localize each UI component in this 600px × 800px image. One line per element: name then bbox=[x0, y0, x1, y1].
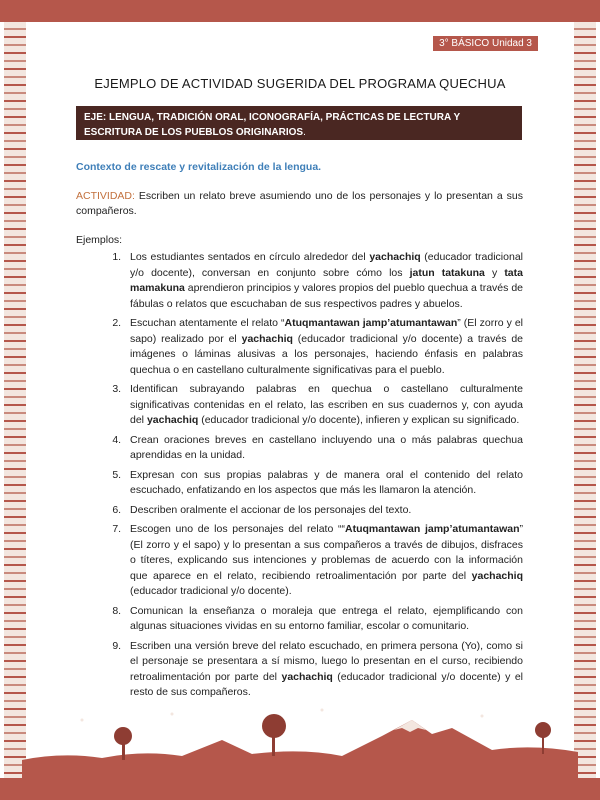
bottom-decorative-band bbox=[0, 778, 600, 800]
quechua-term: jatun tatakuna bbox=[409, 266, 485, 279]
example-text: Comunican la enseñanza o moraleja que entrega el relato, ejemplificando con algunas situaciones vividas en su entorno familiar, escolar o comunitario. bbox=[130, 604, 523, 632]
quechua-term: yachachiq bbox=[146, 414, 199, 426]
example-text: Expresan con sus propias palabras y de manera oral el contenido del relato escuchado, enfatizando en los aspectos que más les llamaron la atención. bbox=[130, 468, 523, 496]
example-item bbox=[124, 522, 523, 600]
activity-label: ACTIVIDAD: bbox=[76, 189, 135, 202]
quechua-term: yachachiq bbox=[369, 251, 421, 263]
example-text: Identifican subrayando palabras en quechua o castellano culturalmente significativas contenidas en el relato, las escriben en sus cuadernos y, con ayuda del bbox=[130, 383, 523, 426]
example-text: Crean oraciones breves en castellano incluyendo una o más palabras quechua aprendidas en la unidad. bbox=[130, 433, 523, 461]
example-text: (educador tradicional y/o docente), conversan en conjunto sobre cómo los bbox=[130, 251, 523, 279]
eje-suffix: . bbox=[303, 127, 306, 138]
quechua-term: Atuqmantawan jamp’atumantawan bbox=[345, 523, 520, 535]
example-text: y bbox=[484, 266, 505, 279]
example-text: Describen oralmente el accionar de los personajes del texto. bbox=[130, 503, 412, 516]
landscape-illustration bbox=[22, 700, 578, 778]
example-text: aprendieron principios y valores propios del pueblo quechua a través de fábulas o relatos que escuchaban de sus respectivos padres y abuelos. bbox=[130, 282, 523, 310]
example-item bbox=[124, 468, 523, 499]
quechua-term: yachachiq bbox=[281, 670, 333, 683]
example-text: Escogen uno de los personajes del relato ““ bbox=[130, 523, 346, 535]
examples-label: Ejemplos: bbox=[76, 233, 123, 246]
context-heading: Contexto de rescate y revitalización de la lengua. bbox=[76, 161, 322, 173]
example-text: (educador tradicional y/o docente) a través de imágenes o láminas alusivas a los personajes, haciendo énfasis en palabras quechua o en castellano culturalmente significativas para el pueblo. bbox=[130, 332, 523, 376]
example-item bbox=[124, 604, 523, 635]
examples-list bbox=[76, 250, 523, 701]
activity-text: Escriben un relato breve asumiendo uno de los personajes y lo presentan a sus compañeros. bbox=[76, 189, 523, 217]
activity-content bbox=[76, 160, 523, 705]
quechua-term: tata mamakuna bbox=[130, 266, 523, 294]
example-item bbox=[124, 639, 523, 701]
example-text: ” (El zorro y el sapo) y lo presentan a sus compañeros a través de dibujos, disfraces o títeres, explicando sus intenciones y problemas de acuerdo con la información que aparece en el relato, recibiendo retroalimentación por parte del bbox=[130, 523, 523, 582]
page-title: EJEMPLO DE ACTIVIDAD SUGERIDA DEL PROGRAMA QUECHUA bbox=[94, 76, 506, 91]
example-item bbox=[124, 382, 523, 429]
activity-paragraph bbox=[76, 189, 523, 220]
quechua-term: yachachiq bbox=[471, 569, 523, 582]
example-item bbox=[124, 433, 523, 464]
quechua-term: yachachiq bbox=[241, 332, 293, 345]
quechua-term: Atuqmantawan jamp’atumantawan bbox=[284, 317, 458, 329]
top-decorative-band bbox=[0, 0, 600, 22]
example-text: (educador tradicional y/o docente). bbox=[130, 585, 292, 597]
example-text: (educador tradicional y/o docente), infieren y explican su significado. bbox=[198, 414, 520, 426]
example-text: Escriben una versión breve del relato escuchado, en primera persona (Yo), como si el personaje se presentara a sí mismo, luego lo presentan en el curso, recibiendo retroalimentación por parte del bbox=[130, 639, 523, 683]
example-text: Los estudiantes sentados en círculo alrededor del bbox=[130, 251, 370, 263]
example-text: Escuchan atentamente el relato “ bbox=[130, 317, 285, 329]
unit-tab: 3° BÁSICO Unidad 3 bbox=[433, 36, 538, 51]
example-item bbox=[124, 316, 523, 378]
example-item bbox=[124, 503, 523, 519]
left-woven-border bbox=[4, 22, 26, 778]
eje-text: EJE: LENGUA, TRADICIÓN ORAL, ICONOGRAFÍA, PRÁCTICAS DE LECTURA Y ESCRITURA DE LOS PUEBLOS ORIGINARIOS bbox=[84, 112, 460, 138]
example-text: (educador tradicional y/o docente) y el resto de sus compañeros. bbox=[130, 670, 523, 698]
example-item bbox=[124, 250, 523, 312]
eje-banner bbox=[76, 106, 522, 140]
example-text: ” (El zorro y el sapo) realizado por el bbox=[130, 317, 524, 345]
right-woven-border bbox=[574, 22, 596, 778]
